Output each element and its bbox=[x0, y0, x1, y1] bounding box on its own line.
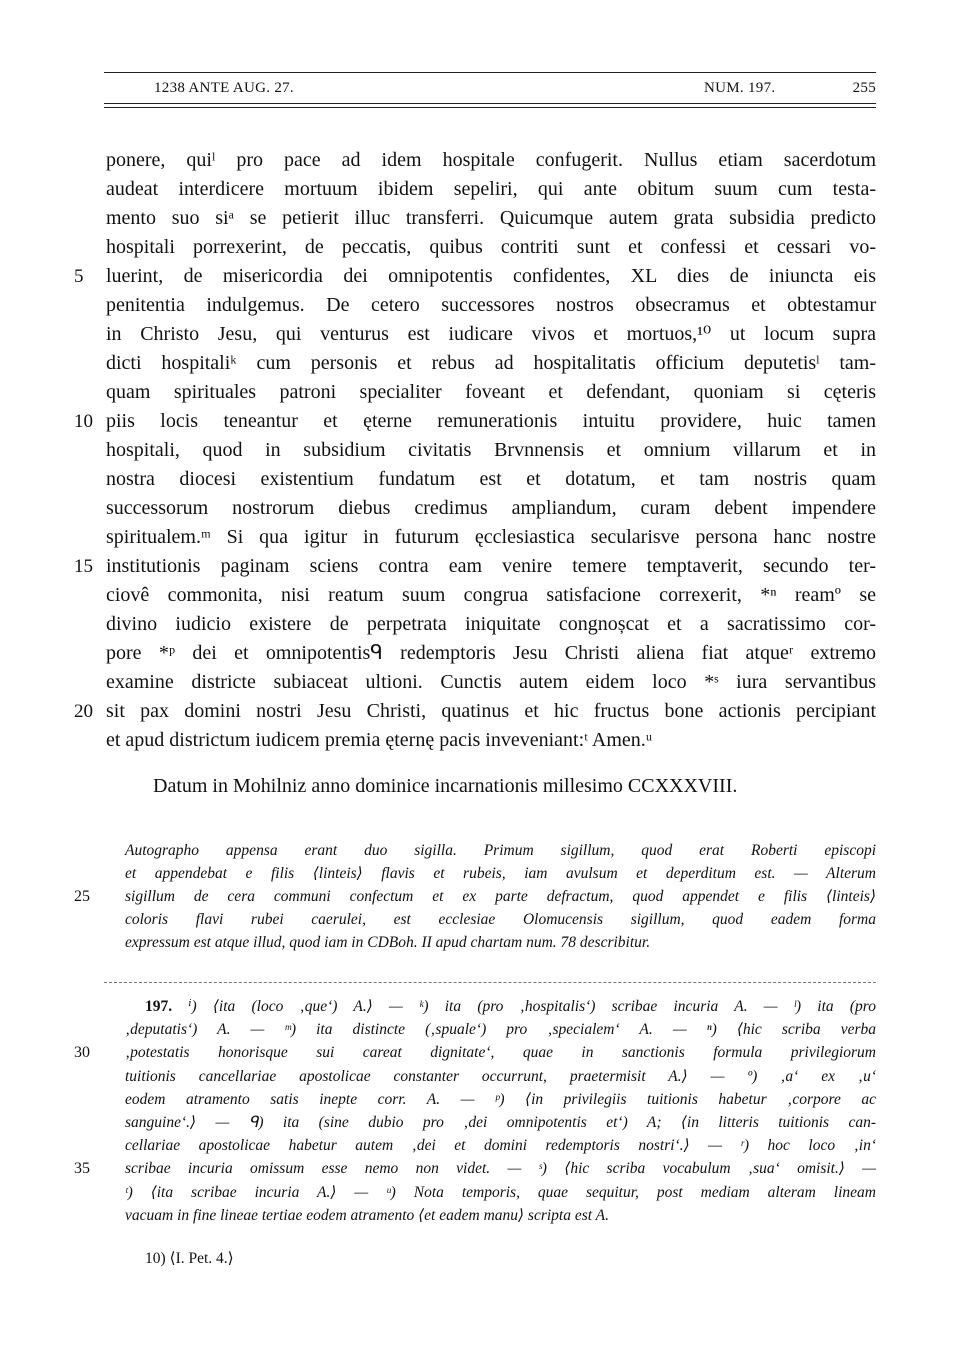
page-number: 255 bbox=[852, 80, 876, 96]
line-number: 30 bbox=[74, 1044, 90, 1061]
text-line: hospitali, quod in subsidium civitatis Brvnnensis et omnium villarum et in bbox=[106, 439, 876, 461]
seal-note-line: expressum est atque illud, quod iam in CDBoh. II apud chartam num. 78 describitur. bbox=[125, 934, 651, 951]
text-line: spiritualem.ᵐ Si qua igitur in futurum ęcclesiastica secularisve persona hanc nostre bbox=[106, 526, 876, 548]
text-line: in Christo Jesu, qui venturus est iudicare vivos et mortuos,¹⁰ ut locum supra bbox=[106, 323, 876, 345]
header-center: NUM. 197. bbox=[704, 80, 776, 96]
line-number: 35 bbox=[74, 1160, 90, 1177]
text-line: hospitali porrexerint, de peccatis, quibus contriti sunt et confessi et cessari vo- bbox=[106, 236, 876, 258]
header-bottom-rule bbox=[104, 103, 876, 104]
text-line: piis locis teneantur et ęterne remunerationis intuitu providere, huic tamen bbox=[106, 410, 876, 432]
text-line: nostra diocesi existentium fundatum est et dotatum, et tam nostris quam bbox=[106, 468, 876, 490]
apparatus-line: tuitionis cancellariae apostolicae constanter occurrunt, praetermisit A.⟩ — º) ‚a‘ ex ‚u‘ bbox=[125, 1068, 876, 1085]
header-top-rule bbox=[104, 72, 876, 73]
apparatus-line: sanguine‘.⟩ — ᑫ) ita (sine dubio pro ‚dei omnipotentis et‘) A; ⟨in litteris tuitionis can- bbox=[125, 1114, 876, 1131]
line-number: 10 bbox=[74, 411, 93, 432]
text-line: divino iudicio existere de perpetrata iniquitate congnoșcat et a sacratissimo cor- bbox=[106, 613, 876, 635]
header-left: 1238 ANTE AUG. 27. bbox=[154, 80, 294, 96]
line-number: 15 bbox=[74, 556, 93, 577]
text-line: dicti hospitaliᵏ cum personis et rebus ad hospitalitatis officium deputetisˡ tam- bbox=[106, 352, 876, 374]
footnote: 10) ⟨I. Pet. 4.⟩ bbox=[145, 1250, 234, 1267]
text-line: audeat interdicere mortuum ibidem sepeliri, qui ante obitum suum cum testa- bbox=[106, 178, 876, 200]
line-number: 5 bbox=[74, 266, 84, 287]
apparatus-line: 197. ⁱ) ⟨ita (loco ‚que‘) A.⟩ — ᵏ) ita (pro ‚hospitalis‘) scribae incuria A. — ˡ) ita (pro bbox=[145, 998, 876, 1015]
apparatus-line: scribae incuria omissum esse nemo non videt. — ˢ) ⟨hic scriba vocabulum ‚sua‘ omisit.⟩ — bbox=[125, 1160, 876, 1177]
text-line: et apud districtum iudicem premia ęternę pacis inveveniant:ᵗ Amen.ᵘ bbox=[106, 729, 653, 751]
text-line: sit pax domini nostri Jesu Christi, quatinus et hic fructus bone actionis percipiant bbox=[106, 700, 876, 722]
text-line: quam spirituales patroni specialiter foveant et defendant, quoniam si cęteris bbox=[106, 381, 876, 403]
seal-note-line: Autographo appensa erant duo sigilla. Primum sigillum, quod erat Roberti episcopi bbox=[125, 842, 876, 859]
apparatus-line: vacuam in fine lineae tertiae eodem atramento ⟨et eadem manu⟩ scripta est A. bbox=[125, 1207, 610, 1224]
header-bottom-rule-2 bbox=[104, 107, 876, 108]
apparatus-line: ‚potestatis honorisque sui careat dignitate‘, quae in sanctionis formula privilegiorum bbox=[125, 1044, 876, 1061]
running-header bbox=[104, 80, 876, 100]
text-line: mento suo siᵃ se petierit illuc transferri. Quicumque autem grata subsidia predicto bbox=[106, 207, 876, 229]
apparatus-line: eodem atramento satis inepte corr. A. — ᵖ) ⟨in privilegiis tuitionis habetur ‚corpore ac bbox=[125, 1091, 876, 1108]
seal-note-line-number: 25 bbox=[74, 888, 90, 905]
line-number: 20 bbox=[74, 701, 93, 722]
text-line: successorum nostrorum diebus credimus ampliandum, curam debent impendere bbox=[106, 497, 876, 519]
apparatus-line: ‚deputatis‘) A. — ᵐ) ita distincte (‚spuale‘) pro ‚specialem‘ A. — ⁿ) ⟨hic scriba verba bbox=[125, 1021, 876, 1038]
seal-note-line: et appendebat e filis ⟨linteis⟩ flavis et rubeis, iam avulsum et deperditum est. — Alterum bbox=[125, 865, 876, 882]
apparatus-line: ᵗ) ⟨ita scribae incuria A.⟩ — ᵘ) Nota temporis, quae sequitur, post mediam alteram lineam bbox=[125, 1184, 876, 1201]
apparatus-separator bbox=[104, 982, 876, 983]
text-line: examine districte subiaceat ultioni. Cunctis autem eidem loco *ˢ iura servantibus bbox=[106, 671, 876, 693]
text-line: luerint, de misericordia dei omnipotentis confidentes, XL dies de iniuncta eis bbox=[106, 265, 876, 287]
apparatus-line: cellariae apostolicae habetur autem ‚dei et domini redemptoris nostri‘.⟩ — ʳ) hoc loco ‚in‘ bbox=[125, 1137, 876, 1154]
datum-line: Datum in Mohilniz anno dominice incarnationis millesimo CCXXXVIII. bbox=[153, 775, 738, 797]
text-line: institutionis paginam sciens contra eam venire temere temptaverit, secundo ter- bbox=[106, 555, 876, 577]
seal-note-line: sigillum de cera communi confectum et ex parte defractum, quod appendet e filis ⟨linteis⟩ bbox=[125, 888, 876, 905]
text-line: penitentia indulgemus. De cetero successores nostros obsecramus et obtestamur bbox=[106, 294, 876, 316]
seal-note-line: coloris flavi rubei caerulei, est ecclesiae Olomucensis sigillum, quod eadem forma bbox=[125, 911, 876, 928]
text-line: ciovê commonita, nisi reatum suum congrua satisfacione correxerit, *ⁿ reamº se bbox=[106, 584, 876, 606]
text-line: ponere, quiˡ pro pace ad idem hospitale confugerit. Nullus etiam sacerdotum bbox=[106, 149, 876, 171]
text-line: pore *ᵖ dei et omnipotentisᑫ redemptoris Jesu Christi aliena fiat atqueʳ extremo bbox=[106, 642, 876, 664]
